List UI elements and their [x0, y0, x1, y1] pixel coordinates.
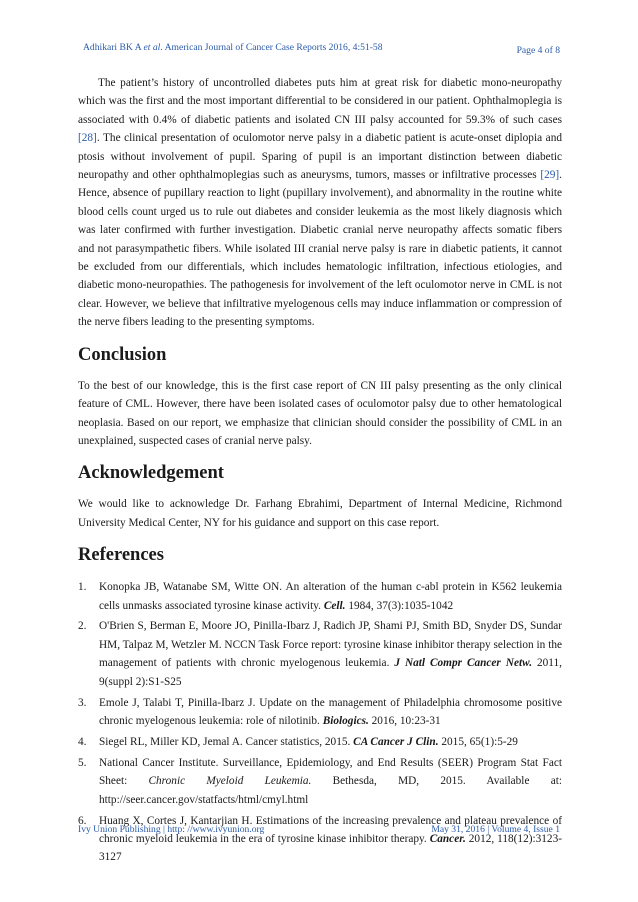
citation-link-28[interactable]: [28] [78, 132, 97, 145]
reference-details: 2016, 10:23-31 [368, 714, 441, 727]
acknowledgement-paragraph: We would like to acknowledge Dr. Farhang Ebrahimi, Department of Internal Medicine, Richmond University Medical Center, NY for his guidance and support on this case report. [78, 498, 562, 529]
reference-journal: Cell. [323, 599, 346, 612]
paragraph-text: . The clinical presentation of oculomotor nerve palsy in a diabetic patient is acute-onset diplopia and ptosis without involvement of pupil. Sparing of pupil is an important distinction between diabetic neuropathy and other ophthalmoplegias such as aneurysms, tumors, masses or infiltrative processes [78, 132, 562, 182]
paragraph-text: . Hence, absence of pupillary reaction to light (pupillary involvement), and abnormality in the routine white blood cells count urged us to rule out diabetes and consider leukemia as the most likely diagnosis which was later confirmed with further investigation. Diabetic cranial nerve neuropathy affects somatic fibers and not parasympathetic fibers. While isolated III cranial nerve palsy is rare in diabetic patients, it cannot be excluded from our differentials, which includes hematologic infiltration, infectious etiologies, and diabetic mono-neuropathies. The pathogenesis for involvement of the left oculomotor nerve in CML is not clear. However, we believe that infiltrative myelogenous cells may induce inflammation or compression of the nerve fibers leading to the presenting symptoms. [78, 169, 562, 329]
reference-journal: Cancer. [429, 832, 466, 845]
reference-details: 1984, 37(3):1035-1042 [345, 599, 454, 612]
reference-item [78, 812, 562, 867]
discussion-paragraph [78, 74, 562, 332]
reference-text: Konopka JB, Watanabe SM, Witte ON. An alteration of the human c-abl protein in K562 leukemia cells unmasks associated tyrosine kinase activity. [99, 581, 562, 612]
reference-text: National Cancer Institute. Surveillance, Epidemiology, and End Results (SEER) Program Stat Fact Sheet: [99, 756, 562, 788]
reference-item [78, 754, 562, 809]
reference-number: 6. [78, 814, 87, 827]
issue-footer: May 31, 2016 | Volume 4, Issue 1 [431, 824, 560, 835]
citation-link-29[interactable]: [29] [540, 169, 560, 182]
reference-journal: CA Cancer J Clin. [353, 735, 439, 748]
acknowledgement-heading: Acknowledgement [78, 463, 224, 484]
page-number: Page 4 of 8 [516, 45, 560, 56]
reference-number: 5. [78, 756, 87, 769]
reference-item [78, 694, 562, 731]
page-content [78, 74, 562, 869]
reference-item [78, 617, 562, 691]
reference-details: 2015, 65(1):5-29 [438, 735, 518, 748]
reference-number: 1. [78, 581, 87, 594]
publisher-footer: Ivy Union Publishing | http: //www.ivyunion.org [78, 824, 265, 835]
conclusion-paragraph: To the best of our knowledge, this is the first case report of CN III palsy presenting as the only clinical feature of CML. However, there have been isolated cases of oculomotor palsy due to other hematological neoplasia. Based on our report, we emphasize that clinician should consider the possibility of CML in an unexplained, suspected cases of cranial nerve palsy. [78, 379, 562, 447]
reference-text: Emole J, Talabi T, Pinilla-Ibarz J. Update on the management of Philadelphia chromosome positive chronic myelogenous leukemia: role of nilotinib. [99, 696, 562, 727]
reference-text: Siegel RL, Miller KD, Jemal A. Cancer statistics, 2015. [99, 735, 354, 748]
header-etal: et al [143, 42, 161, 53]
reference-details: 2011, 9(suppl 2):S1-S25 [99, 657, 562, 688]
reference-number: 3. [78, 696, 87, 709]
running-header [83, 42, 383, 53]
conclusion-heading: Conclusion [78, 344, 167, 365]
header-authors: Adhikari BK A [83, 42, 144, 53]
reference-item [78, 578, 562, 615]
reference-item [78, 733, 562, 751]
reference-details: 2012, 118(12):3123-3127 [99, 832, 562, 864]
reference-text: Huang X, Cortes J, Kantarjian H. Estimations of the increasing prevalence and plateau prevalence of chronic myeloid leukemia in the era of tyrosine kinase inhibitor therapy. [99, 814, 562, 845]
reference-number: 2. [78, 620, 87, 633]
header-journal: . American Journal of Cancer Case Reports 2016, 4:51-58 [160, 42, 383, 53]
reference-title-italic: Chronic Myeloid Leukemia. [148, 775, 312, 788]
reference-text: O'Brien S, Berman E, Moore JO, Pinilla-Ibarz J, Radich JP, Shami PJ, Smith BD, Snyder DS, Sundar HM, Talpaz M, Wetzler M. NCCN Task Force report: tyrosine kinase inhibitor therapy selection in the management of patients with chronic myelogenous leukemia. [99, 620, 562, 670]
paragraph-text: The patient’s history of uncontrolled diabetes puts him at great risk for diabetic mono-neuropathy which was the first and the most important differential to be considered in our patient. Ophthalmoplegia is associated with 0.4% of diabetic patients and isolated CN III palsy accounted for 59.3% of such cases [78, 77, 562, 126]
references-heading: References [78, 545, 164, 566]
reference-details: Bethesda, MD, 2015. Available at: http://seer.cancer.gov/statfacts/html/cmyl.html [99, 775, 562, 806]
reference-journal: J Natl Compr Cancer Netw. [394, 657, 533, 670]
reference-number: 4. [78, 735, 87, 748]
reference-journal: Biologics. [322, 714, 369, 727]
